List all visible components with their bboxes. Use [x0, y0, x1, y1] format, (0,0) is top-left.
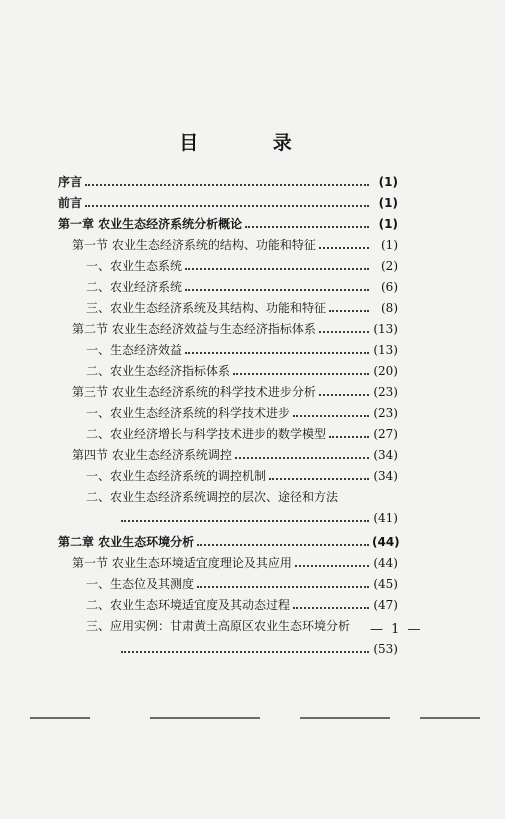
leader-dots: [319, 331, 369, 333]
toc-entry-subsection[interactable]: [86, 359, 398, 379]
toc-entry-subsection[interactable]: [86, 401, 398, 421]
toc-entry-page: (1): [381, 238, 398, 252]
toc-entry-label: 前言: [58, 196, 83, 210]
toc-entry-preface[interactable]: [58, 170, 398, 190]
toc-entry-page: (1): [378, 217, 398, 231]
toc-entry-label: 序言: [58, 175, 83, 189]
toc-entry-foreword[interactable]: [58, 191, 398, 211]
leader-dots: [233, 373, 369, 375]
toc-entry-continuation[interactable]: [118, 506, 398, 526]
scan-artifact-line: [30, 717, 90, 719]
leader-dots: [185, 352, 369, 354]
toc-entry-label: 二、农业生态经济系统调控的层次、途径和方法: [86, 490, 339, 504]
toc-entry-label: 第二章 农业生态环境分析: [58, 535, 195, 549]
toc-entry-section[interactable]: [72, 233, 398, 253]
toc-entry-page: (23): [373, 406, 398, 420]
toc-entry-page: (44): [372, 535, 400, 549]
leader-dots: [85, 205, 369, 207]
toc-entry-label: 三、应用实例：甘肃黄土高原区农业生态环境分析: [86, 619, 351, 633]
leader-dots: [319, 394, 369, 396]
toc-entry-continuation[interactable]: [118, 637, 398, 657]
leader-dots: [329, 436, 369, 438]
toc-entry-page: (47): [373, 598, 398, 612]
toc-entry-subsection[interactable]: [86, 338, 398, 358]
toc-entry-section[interactable]: [72, 380, 398, 400]
toc-entry-subsection[interactable]: [86, 422, 398, 442]
toc-entry-label: 一、农业生态系统: [86, 259, 183, 273]
toc-entry-label: 一、农业生态经济系统的科学技术进步: [86, 406, 291, 420]
toc-entry-label: 二、农业经济增长与科学技术进步的数学模型: [86, 427, 327, 441]
leader-dots: [295, 565, 369, 567]
toc-entry-label: 第一节 农业生态环境适宜度理论及其应用: [72, 556, 292, 570]
toc-entry-subsection[interactable]: [86, 464, 398, 484]
toc-entry-label: 第三节 农业生态经济系统的科学技术进步分析: [72, 385, 316, 399]
toc-entry-subsection[interactable]: [86, 593, 398, 613]
toc-entry-label: 一、农业生态经济系统的调控机制: [86, 469, 267, 483]
toc-entry-label: 二、农业经济系统: [86, 280, 183, 294]
toc-entry-label: 第二节 农业生态经济效益与生态经济指标体系: [72, 322, 316, 336]
toc-entry-page: (13): [373, 343, 398, 357]
leader-dots: [235, 457, 369, 459]
toc-entry-page: (1): [378, 175, 398, 189]
leader-dots: [121, 520, 369, 522]
scan-artifact-line: [150, 717, 260, 719]
toc-entry-subsection[interactable]: [86, 485, 398, 505]
toc-entry-subsection[interactable]: [86, 275, 398, 295]
leader-dots: [293, 415, 369, 417]
toc-entry-section[interactable]: [72, 443, 398, 463]
toc-entry-page: (23): [373, 385, 398, 399]
toc-entry-page: (2): [381, 259, 398, 273]
leader-dots: [245, 226, 369, 228]
toc-entry-page: (45): [373, 577, 398, 591]
toc-entry-page: (34): [373, 448, 398, 462]
toc-entry-page: (1): [378, 196, 398, 210]
toc-entry-subsection[interactable]: [86, 614, 398, 634]
toc-entry-chapter-2[interactable]: [58, 530, 398, 550]
leader-dots: [197, 586, 369, 588]
toc-title: 目 录: [179, 132, 326, 154]
toc-entry-label: 第一节 农业生态经济系统的结构、功能和特征: [72, 238, 316, 252]
page-number-footer: — 1 —: [370, 622, 423, 637]
toc-entry-label: 第一章 农业生态经济系统分析概论: [58, 217, 243, 231]
toc-entry-section[interactable]: [72, 551, 398, 571]
toc-entry-chapter-1[interactable]: [58, 212, 398, 232]
toc-entry-page: (41): [373, 511, 398, 525]
toc-entry-page: (8): [381, 301, 398, 315]
toc-entry-label: 第四节 农业生态经济系统调控: [72, 448, 232, 462]
leader-dots: [185, 289, 369, 291]
leader-dots: [269, 478, 369, 480]
toc-entry-page: (44): [373, 556, 398, 570]
scan-artifact-line: [420, 717, 480, 719]
leader-dots: [121, 651, 369, 653]
toc-entry-page: (27): [373, 427, 398, 441]
toc-entry-label: 一、生态位及其测度: [86, 577, 195, 591]
leader-dots: [85, 184, 369, 186]
leader-dots: [329, 310, 369, 312]
scan-artifact-line: [300, 717, 390, 719]
toc-entry-page: (13): [373, 322, 398, 336]
toc-entry-label: 三、农业生态经济系统及其结构、功能和特征: [86, 301, 327, 315]
toc-entry-label: 二、农业生态经济指标体系: [86, 364, 231, 378]
toc-entry-subsection[interactable]: [86, 572, 398, 592]
toc-entry-page: (6): [381, 280, 398, 294]
toc-entry-label: 一、生态经济效益: [86, 343, 183, 357]
toc-entry-page: (34): [373, 469, 398, 483]
toc-entry-subsection[interactable]: [86, 296, 398, 316]
leader-dots: [319, 247, 369, 249]
toc-entry-subsection[interactable]: [86, 254, 398, 274]
leader-dots: [197, 544, 369, 546]
toc-entry-section[interactable]: [72, 317, 398, 337]
toc-entry-page: (20): [373, 364, 398, 378]
toc-entry-label: 二、农业生态环境适宜度及其动态过程: [86, 598, 291, 612]
leader-dots: [185, 268, 369, 270]
toc-entry-page: (53): [373, 642, 398, 656]
leader-dots: [293, 607, 369, 609]
